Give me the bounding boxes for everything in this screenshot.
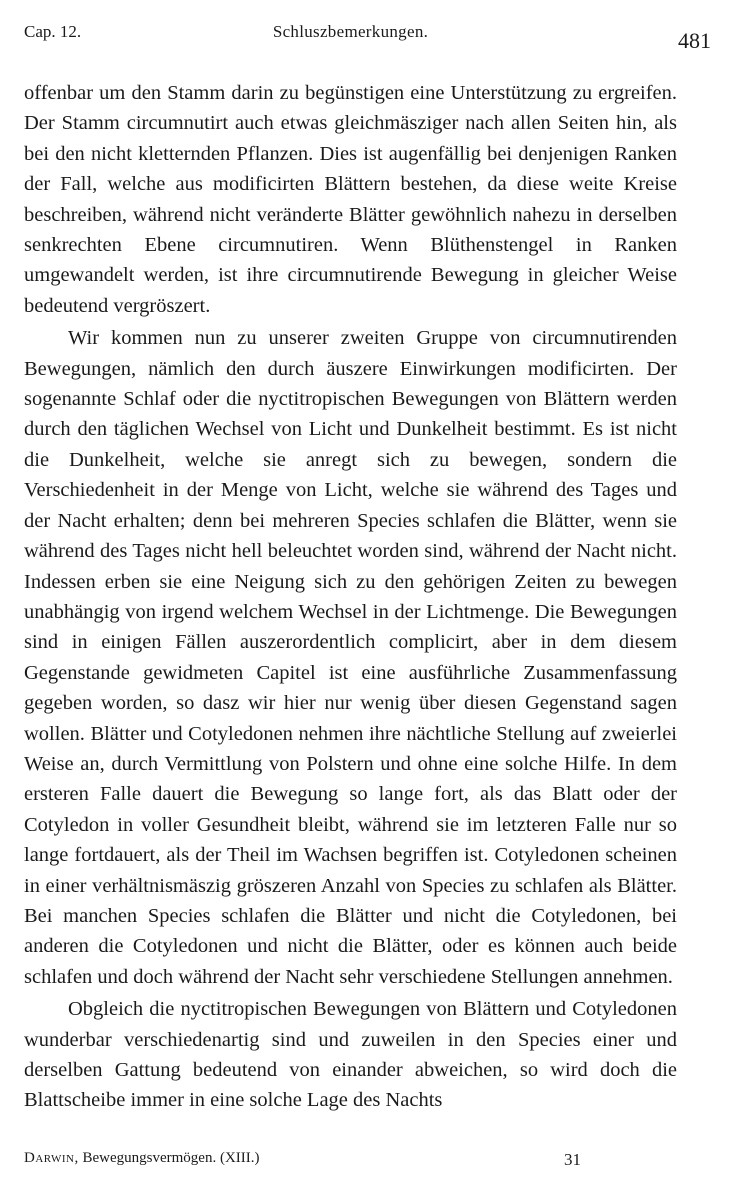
footer-source [24, 1150, 260, 1167]
paragraph-3: Obgleich die nyctitropischen Bewegungen von Blättern und Cotyledonen wunderbar verschiedenartig sind und zuweilen in den Species einer und derselben Gattung bedeutend von einander abweichen, so wird doch die Blattscheibe immer in eine solche Lage des Nachts [24, 998, 677, 1112]
page-body [24, 78, 677, 1116]
paragraph-2: Wir kommen nun zu unserer zweiten Gruppe von circumnutirenden Bewegungen, nämlich den durch äuszere Einwirkungen modificirten. Der sogenannte Schlaf oder die nyctitropischen Bewegungen von Blättern werden durch den täglichen Wechsel von Licht und Dunkelheit bestimmt. Es ist nicht die Dunkelheit, welche sie anregt sich zu bewegen, sondern die Verschiedenheit in der Menge von Licht, welche sie während des Tages und der Nacht erhalten; denn bei mehreren Species schlafen die Blätter, wenn sie während des Tages nicht hell beleuchtet worden sind, während der Nacht nicht. Indessen erben sie eine Neigung sich zu den gehörigen Zeiten zu bewegen unabhängig von irgend welchem Wechsel in der Lichtmenge. Die Bewegungen sind in einigen Fällen auszerordentlich complicirt, aber in dem diesem Gegenstande gewidmeten Capitel ist eine ausführliche Zusammenfassung gegeben worden, so dasz wir hier nur wenig über diesen Gegenstand sagen wollen. Blätter und Cotyledonen nehmen ihre nächtliche Stellung auf zweierlei Weise an, durch Vermittlung von Polstern und ohne eine solche Hilfe. In dem ersteren Falle dauert die Bewegung so lange fort, als das Blatt oder der Cotyledon in voller Gesundheit bleibt, während sie im letzteren Falle nur so lange fortdauert, als der Theil im Wachsen begriffen ist. Cotyledonen scheinen in einer verhältnismäszig gröszeren Anzahl von Species zu schlafen als Blätter. Bei manchen Species schlafen die Blätter und nicht die Cotyledonen, bei anderen die Cotyledonen und nicht die Blätter, oder es können auch beide schlafen und doch während der Nacht sehr verschiedene Stellungen annehmen. [24, 327, 677, 988]
page-number: 481 [678, 28, 711, 53]
footer-book: Bewegungsvermögen. (XIII.) [82, 1150, 260, 1166]
footer-author: Darwin, [24, 1150, 79, 1166]
paragraph-1: offenbar um den Stamm darin zu begünstigen eine Unterstützung zu ergreifen. Der Stamm circumnutirt auch etwas gleichmäsziger nach allen Seiten hin, als bei den nicht kletternden Pflanzen. Dies ist augenfällig bei denjenigen Ranken der Fall, welche aus modificirten Blättern bestehen, da diese weite Kreise beschreiben, während nicht veränderte Blätter gewöhnlich nahezu in derselben senkrechten Ebene circumnutiren. Wenn Blüthenstengel in Ranken umgewandelt werden, ist ihre circumnutirende Bewegung in gleicher Weise bedeutend vergröszert. [24, 82, 677, 317]
chapter-label: Cap. 12. [24, 22, 82, 41]
signature-number: 31 [564, 1150, 581, 1169]
running-title: Schluszbemerkungen. [272, 22, 429, 41]
running-header [24, 18, 711, 60]
